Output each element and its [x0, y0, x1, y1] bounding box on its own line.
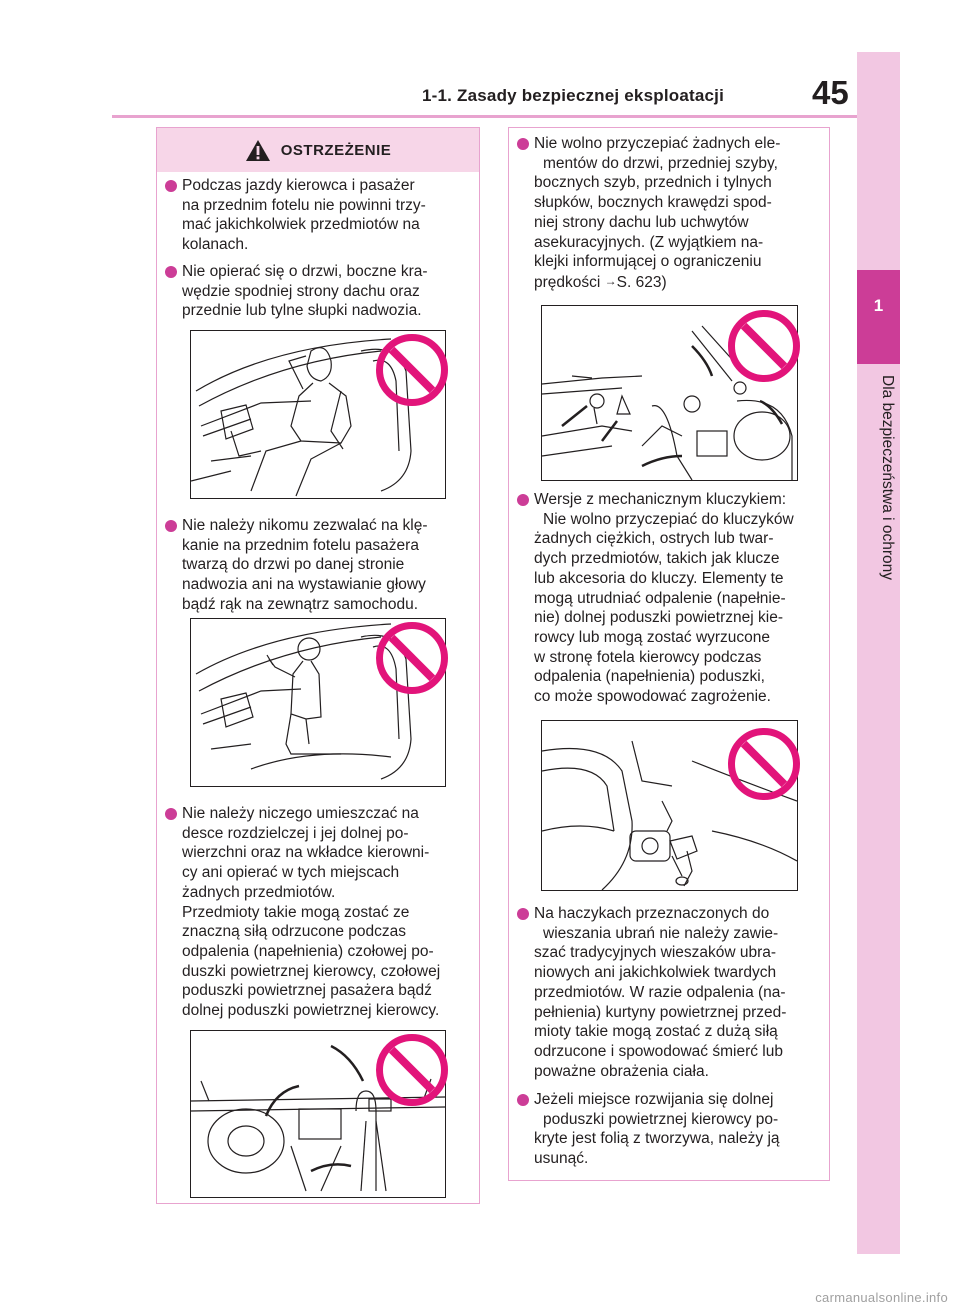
text-line: Jeżeli miejsce rozwijania się dolnej: [534, 1091, 774, 1108]
text-line: dolnej poduszki powietrznej kierowcy.: [182, 1002, 440, 1020]
prohibition-sign-icon: [374, 1032, 450, 1108]
speed-label: prędkości: [534, 273, 605, 291]
left-item-3: [182, 516, 428, 615]
footer-watermark: carmanualsonline.info: [815, 1290, 948, 1305]
text-line: w stronę fotela kierowcy podczas: [534, 648, 762, 666]
text-line: na przednim fotelu nie powinni trzy-: [182, 196, 426, 214]
text-line: Na haczykach przeznaczonych do: [534, 905, 770, 922]
left-item-1: [182, 176, 426, 255]
text-line: nadwozia ani na wystawianie głowy: [182, 576, 426, 594]
text-line: niowych ani jakichkolwiek twardych: [534, 964, 777, 982]
header-rule: [112, 115, 857, 118]
chapter-side-strip: [857, 52, 900, 1254]
text-line: cy ani opierać w tych miejscach: [182, 864, 400, 882]
text-line: Nie należy nikomu zezwalać na klę-: [182, 517, 428, 534]
chapter-label: Dla bezpieczeństwa i ochrony: [879, 375, 896, 581]
text-line: usunąć.: [534, 1150, 589, 1168]
prohibition-sign-icon: [374, 620, 450, 696]
text-line: twarzą do drzwi po danej stronie: [182, 556, 405, 574]
warning-triangle-icon: [245, 139, 271, 162]
left-item-2: [182, 262, 428, 321]
text-line: przedmiotów. W razie odpalenia (na-: [534, 983, 786, 1001]
page-reference-arrow-icon: →: [604, 273, 617, 288]
text-line: mogą utrudniać odpalenie (napełnie-: [534, 589, 786, 607]
bullet-icon: [165, 808, 177, 820]
text-line: kolanach.: [182, 236, 249, 254]
text-line: lub akcesoria do kluczy. Elementy te: [534, 569, 784, 587]
bullet-icon: [517, 494, 529, 506]
text-line: odrzucone i spowodować śmierć lub: [534, 1042, 783, 1060]
bullet-icon: [165, 266, 177, 278]
text-line: wierzchni oraz na wkładce kierowni-: [182, 844, 430, 862]
text-line: mać jakichkolwiek przedmiotów na: [182, 216, 420, 234]
text-line: słupków, bocznych krawędzi spod-: [534, 194, 772, 212]
bullet-icon: [517, 138, 529, 150]
text-line: wieszania ubrań nie należy zawie-: [543, 924, 779, 942]
bullet-icon: [165, 520, 177, 532]
text-line: Przedmioty takie mogą zostać ze: [182, 903, 410, 921]
text-line: poduszki powietrznej pasażera bądź: [182, 982, 432, 1000]
text-line: szać tradycyjnych wieszaków ubra-: [534, 944, 777, 962]
text-line: Nie należy niczego umieszczać na: [182, 805, 419, 822]
right-item-4: [534, 1090, 780, 1169]
chapter-tab[interactable]: [857, 270, 900, 364]
bullet-icon: [517, 908, 529, 920]
text-line: Wersje z mechanicznym kluczykiem:: [534, 491, 787, 508]
text-line: żadnych ciężkich, ostrych lub twar-: [534, 530, 774, 548]
text-line: mioty takie mogą zostać z dużą siłą: [534, 1023, 778, 1041]
section-title: 1-1. Zasady bezpiecznej eksploatacji: [422, 86, 724, 105]
text-line: poduszki powietrznej kierowcy po-: [543, 1110, 779, 1128]
text-line: desce rozdzielczej i jej dolnej po-: [182, 824, 409, 842]
page-number: 45: [812, 74, 849, 111]
right-item-3: [534, 904, 786, 1081]
prohibition-sign-icon: [374, 332, 450, 408]
text-line: poważne obrażenia ciała.: [534, 1062, 709, 1080]
chapter-number: 1: [873, 296, 884, 315]
text-line: Nie wolno przyczepiać żadnych ele-: [534, 135, 781, 152]
text-line: żadnych przedmiotów.: [182, 883, 336, 901]
prohibition-sign-icon: [726, 308, 802, 384]
right-item-1: [534, 134, 780, 293]
text-line: bądź rąk na zewnątrz samochodu.: [182, 595, 419, 613]
text-line: nie) dolnej poduszki powietrznej kie-: [534, 609, 783, 627]
prohibition-sign-icon: [726, 726, 802, 802]
bullet-icon: [517, 1094, 529, 1106]
warning-header: [157, 128, 479, 172]
text-line: znaczną siłą odrzucone podczas: [182, 923, 407, 941]
text-line: Nie wolno przyczepiać do kluczyków: [543, 510, 794, 528]
text-line: pełnienia) kurtyny powietrznej przed-: [534, 1003, 787, 1021]
text-line-reference: [534, 272, 780, 293]
left-item-4: [182, 804, 440, 1021]
page-reference-link[interactable]: S. 623): [616, 273, 667, 291]
text-line: co może spowodować zagrożenie.: [534, 688, 771, 706]
text-line: dych przedmiotów, takich jak klucze: [534, 550, 780, 568]
text-line: Nie opierać się o drzwi, boczne kra-: [182, 263, 428, 280]
right-item-2: [534, 490, 794, 707]
text-line: rowcy lub mogą zostać wyrzucone: [534, 628, 771, 646]
text-line: odpalenia (napełnienia) poduszki,: [534, 668, 765, 686]
text-line: duszki powietrznej kierowcy, czołowej: [182, 962, 441, 980]
text-line: niej strony dachu lub uchwytów: [534, 213, 749, 231]
text-line: Podczas jazdy kierowca i pasażer: [182, 177, 415, 194]
text-line: wędzie spodniej strony dachu oraz: [182, 282, 420, 300]
text-line: klejki informującej o ograniczeniu: [534, 253, 762, 271]
warning-title: OSTRZEŻENIE: [280, 141, 392, 159]
text-line: bocznych szyb, przednich i tylnych: [534, 174, 772, 192]
text-line: odpalenia (napełnienia) czołowej po-: [182, 942, 434, 960]
text-line: kanie na przednim fotelu pasażera: [182, 536, 419, 554]
text-line: mentów do drzwi, przedniej szyby,: [543, 154, 778, 172]
text-line: kryte jest folią z tworzywa, należy ją: [534, 1130, 780, 1148]
text-line: przednie lub tylne słupki nadwozia.: [182, 302, 422, 320]
bullet-icon: [165, 180, 177, 192]
text-line: asekuracyjnych. (Z wyjątkiem na-: [534, 233, 764, 251]
